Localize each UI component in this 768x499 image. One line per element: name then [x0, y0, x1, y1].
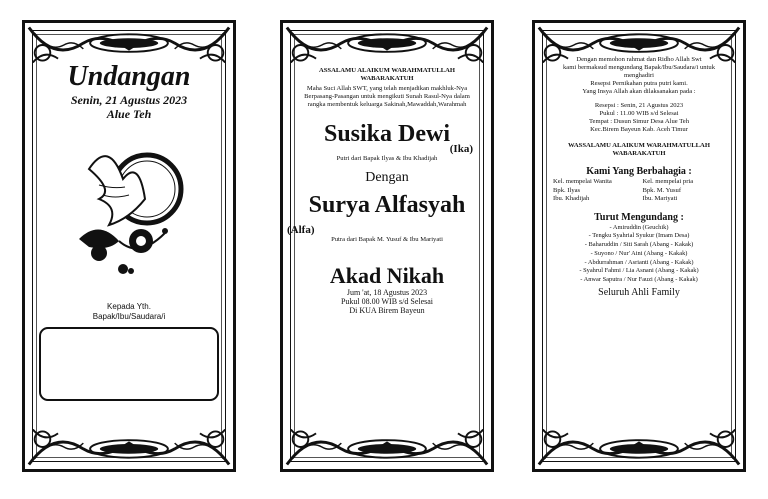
couple-card	[280, 20, 494, 472]
groom-parents: Putra dari Bapak M. Yusuf & Ibu Mariyati	[331, 236, 443, 243]
list-item: - Baharuddin / Siti Sarah (Abang - Kakak)	[584, 241, 694, 249]
address-box	[39, 327, 219, 401]
list-item: - Abdurrahman / Asrianti (Abang - Kakak)	[584, 258, 694, 266]
intro-line-3: menghadiri	[623, 72, 655, 79]
top-ornament-icon	[283, 23, 491, 69]
intro-text: Maha Suci Allah SWT, yang telah menjadikan makhluk-Nya Berpasang-Pasangan untuk mengikuti Sunah Rasul-Nya dalam rangka membentuk keluarga Sakinah,Mawaddah,Warahmah	[304, 85, 470, 108]
invitation-title: Undangan	[67, 61, 191, 92]
resepsi-place: Tempat : Dusun Simur Desa Alue Teh	[588, 118, 690, 125]
dengan-label: Dengan	[365, 170, 409, 185]
list-item: - Suyono / Nur' Aini (Abang - Kakak)	[590, 249, 688, 257]
list-item: - Tengku Syahrial Syukur (Imam Desa)	[588, 232, 690, 240]
intro-line-5: Yang Insya Allah akan dilaksanakan pada :	[582, 88, 696, 95]
salam-heading: ASSALAMU ALAIKUM WARAHMATULLAH WABARAKATUH	[318, 67, 456, 82]
intro-line-2: kami bermaksud mengundang Bapak/Ibu/Saudara/i untuk	[563, 64, 715, 71]
bride-mother: Ibu. Khadijah	[553, 195, 590, 202]
details-card	[532, 20, 746, 472]
event-place: Di KUA Birem Bayeun	[349, 306, 425, 315]
bride-family-label: Kel. mempelai Wanita	[553, 178, 612, 185]
groom-father: Bpk. M. Yusuf	[642, 186, 682, 194]
groom-mother: Ibu. Mariyati	[642, 195, 678, 202]
groom-nickname: (Alfa)	[287, 224, 315, 236]
resepsi-date: Resepsi : Senin, 21 Agustus 2023	[594, 102, 684, 109]
bride-father: Bpk. Ilyas	[553, 186, 581, 194]
inviter-list	[553, 224, 725, 286]
invitation-date: Senin, 21 Agustus 2023	[70, 93, 188, 107]
dove-ring-icon	[69, 129, 189, 289]
kepada-label: Kepada Yth.	[107, 302, 151, 311]
family-row	[553, 195, 725, 204]
turut-heading: Turut Mengundang :	[594, 211, 684, 223]
family-row	[553, 187, 725, 196]
resepsi-district: Kec.Birem Bayeun Kab. Aceh Timur	[590, 126, 688, 133]
kami-heading: Kami Yang Berbahagia :	[586, 166, 692, 177]
bride-name: Susika Dewi	[323, 121, 451, 147]
list-item: - Anwar Saputra / Nur Fauzi (Abang - Kakak)	[580, 276, 698, 284]
family-row	[553, 178, 725, 187]
cover-card	[22, 20, 236, 472]
invitation-place: Alue Teh	[106, 107, 152, 121]
event-time: Pukul 08.00 WIB s/d Selesai	[340, 297, 434, 306]
event-date: Jum 'at, 18 Agustus 2023	[346, 288, 428, 297]
bride-nickname: (Ika)	[449, 143, 473, 155]
footer-text: Seluruh Ahli Family	[598, 287, 680, 299]
intro-line-4: Resepsi Pernikahan putra putri kami.	[590, 80, 688, 87]
intro-line-1: Dengan memohon rahmat dan Ridho Allah Swt	[576, 56, 702, 63]
list-item: - Amiruddin (Geuchik)	[609, 223, 669, 231]
groom-family-label: Kel. mempelai pria	[642, 178, 694, 185]
event-title: Akad Nikah	[329, 263, 445, 288]
recipient-label: Bapak/Ibu/Saudara/i	[92, 312, 166, 321]
bride-parents: Putri dari Bapak Ilyas & Ibu Khadijah	[336, 155, 438, 162]
closing-salam: WASSALAMU ALAIKUM WARAHMATULLAH WABARAKATUH	[568, 142, 710, 157]
list-item: - Syahrul Fahmi / Lia Asnani (Abang - Kakak)	[579, 267, 699, 275]
resepsi-time: Pukul : 11.00 WIB s/d Selesai	[599, 110, 679, 117]
groom-name: Surya Alfasyah	[308, 192, 466, 218]
